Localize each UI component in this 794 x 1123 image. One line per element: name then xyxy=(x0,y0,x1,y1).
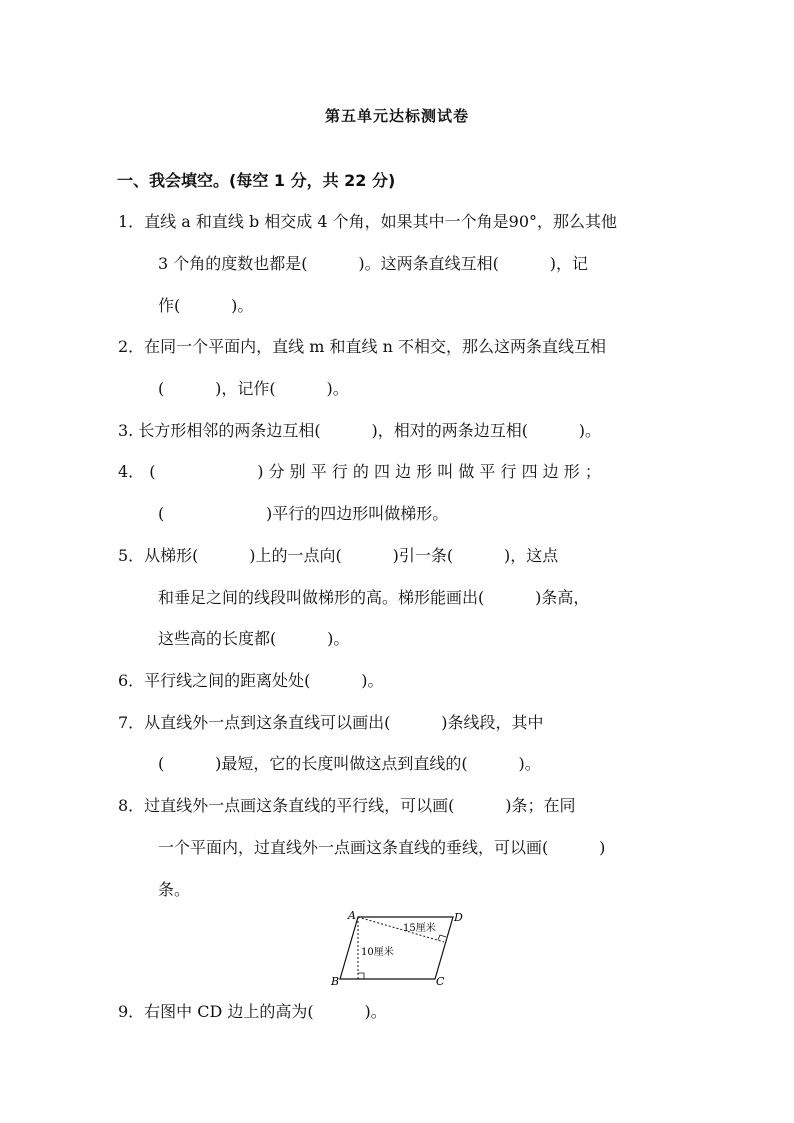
parallelogram-figure xyxy=(325,905,465,989)
question-4-line-1: 4． ( ) 分 别 平 行 的 四 边 形 叫 做 平 行 四 边 形 ； xyxy=(118,462,601,481)
question-8-line-1: 8．过直线外一点画这条直线的平行线，可以画( )条；在同 xyxy=(118,796,576,815)
vertex-c-label: C xyxy=(436,975,445,988)
question-1-line-1: 1．直线 a 和直线 b 相交成 4 个角，如果其中一个角是90°，那么其他 xyxy=(118,212,618,231)
right-angle-mark-cd xyxy=(438,935,446,940)
question-2-line-2: ( )，记作( )。 xyxy=(158,379,349,398)
length-label-15: 15厘米 xyxy=(403,923,436,934)
question-1-line-2: 3 个角的度数也都是( )。这两条直线互相( )，记 xyxy=(158,254,588,273)
question-7-line-2: ( )最短，它的长度叫做这点到直线的( )。 xyxy=(158,754,541,773)
page-title: 第五单元达标测试卷 xyxy=(324,107,469,125)
question-5-line-1: 5．从梯形( )上的一点向( )引一条( )，这点 xyxy=(118,546,559,565)
question-6-line-1: 6．平行线之间的距离处处( )。 xyxy=(118,671,384,690)
section-heading: 一、我会填空。(每空 1 分，共 22 分) xyxy=(117,171,396,190)
right-angle-mark-bottom xyxy=(358,973,364,979)
question-1-line-3: 作( )。 xyxy=(158,296,254,315)
question-7-line-1: 7．从直线外一点到这条直线可以画出( )条线段，其中 xyxy=(118,713,544,732)
question-9-line-1: 9．右图中 CD 边上的高为( )。 xyxy=(118,1002,387,1021)
question-8-line-3: 条。 xyxy=(158,880,191,899)
question-5-line-2: 和垂足之间的线段叫做梯形的高。梯形能画出( )条高， xyxy=(158,588,590,607)
question-5-line-3: 这些高的长度都( )。 xyxy=(158,629,350,648)
question-2-line-1: 2．在同一个平面内，直线 m 和直线 n 不相交，那么这两条直线互相 xyxy=(118,337,607,356)
vertex-a-label: A xyxy=(348,909,356,922)
question-3-line-1: 3. 长方形相邻的两条边互相( )，相对的两条边互相( )。 xyxy=(118,421,602,440)
parallelogram-shape xyxy=(340,917,453,979)
vertex-d-label: D xyxy=(454,911,463,924)
question-8-line-2: 一个平面内，过直线外一点画这条直线的垂线，可以画( ) xyxy=(158,838,606,857)
vertex-b-label: B xyxy=(331,975,340,988)
question-4-line-2: ( )平行的四边形叫做梯形。 xyxy=(158,504,449,523)
length-label-10: 10厘米 xyxy=(361,947,394,958)
